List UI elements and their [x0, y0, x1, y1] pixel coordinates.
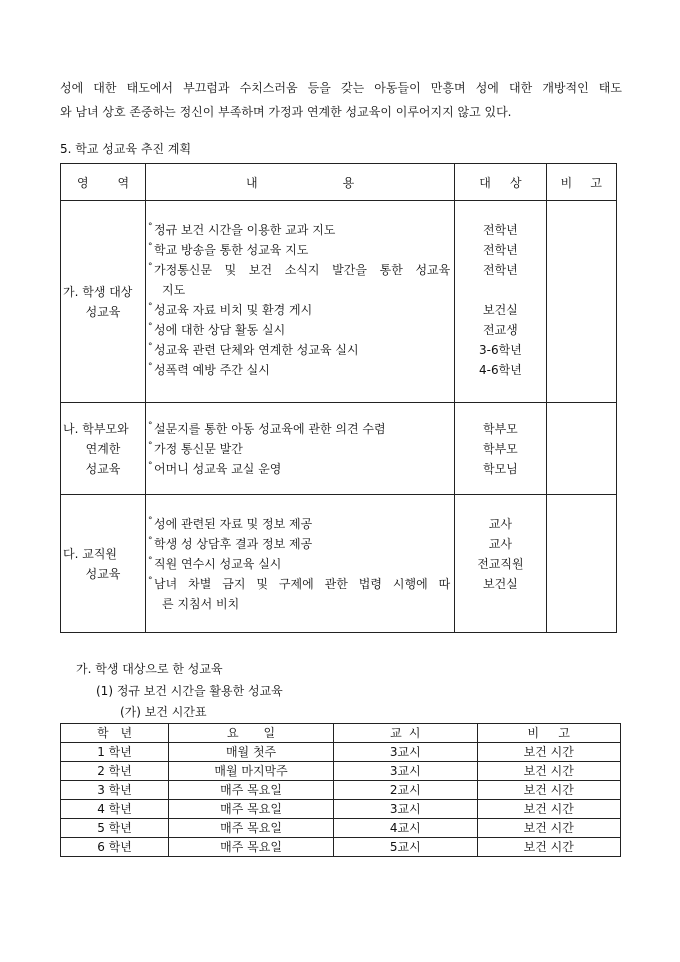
cell-note: 보건 시간: [477, 819, 621, 838]
header-note-char-1: 비: [560, 175, 573, 190]
bullet-icon: °: [148, 440, 153, 451]
target-value: 4-6학년: [479, 363, 522, 377]
list-item: ° 남녀 차별 금지 및 구제에 관한 법령 시행에 따 른 지침서 비치: [148, 574, 454, 614]
target-value: 전교직원: [477, 556, 524, 571]
subsection-a1a-title: (가) 보건 시간표: [120, 705, 207, 719]
cell-grade: 5 학년: [61, 819, 169, 838]
target-value: 전학년: [483, 243, 518, 257]
subsection-a1-title: (1) 정규 보건 시간을 활용한 성교육: [96, 684, 283, 698]
target-value: 학모님: [483, 461, 518, 476]
cell-grade: 1 학년: [61, 743, 169, 762]
cell-period: 3교시: [334, 743, 477, 762]
area-parents: [61, 403, 146, 495]
list-item: ° 어머니 성교육 교실 운영: [148, 459, 454, 479]
bullet-icon: °: [148, 342, 153, 352]
bullet-icon: °: [148, 262, 153, 272]
bullet-icon: °: [148, 222, 153, 232]
header-area: [61, 164, 146, 201]
note-parents: [546, 403, 616, 495]
cell-note: 보건 시간: [477, 800, 621, 819]
list-item: ° 설문지를 통한 아동 성교육에 관한 의견 수렴: [148, 419, 454, 439]
cell-period: 3교시: [334, 762, 477, 781]
area-parents-line-1: 나. 학부모와: [63, 421, 129, 436]
target-value: 학부모: [483, 441, 518, 456]
plan-row-students: [61, 201, 617, 403]
target-value: 전교생: [483, 323, 518, 337]
cell-day: 매주 목요일: [169, 781, 334, 800]
area-students-line-2: 성교육: [85, 304, 121, 319]
cell-day: 매주 목요일: [169, 800, 334, 819]
cell-day: 매주 목요일: [169, 838, 334, 857]
target-value: 전학년: [483, 223, 518, 237]
list-item-continuation: 지도: [162, 283, 186, 297]
health-schedule-table: [60, 723, 621, 857]
subsection-a-title: 가. 학생 대상으로 한 성교육: [76, 662, 223, 676]
target-value: 보건실: [483, 303, 518, 317]
header-area-char-2: 역: [117, 175, 130, 190]
header-content-char-1: 내: [246, 175, 258, 190]
bullet-icon: °: [148, 322, 153, 332]
list-item: ° 가정통신문 및 보건 소식지 발간을 통한 성교육 지도: [148, 260, 454, 300]
list-item: ° 학교 방송을 통한 성교육 지도: [148, 240, 454, 260]
target-staff: [455, 495, 546, 633]
area-students: [61, 201, 146, 403]
table-row: [61, 762, 621, 781]
header-area-char-1: 영: [77, 175, 89, 190]
cell-day: 매월 첫주: [169, 743, 334, 762]
target-parents: [455, 403, 546, 495]
area-parents-line-2: 연계한: [85, 441, 121, 456]
header-period: 교 시: [334, 724, 477, 743]
list-item: ° 성교육 자료 비치 및 환경 게시: [148, 300, 454, 320]
table-row: [61, 819, 621, 838]
header-target-char-1: 대: [479, 175, 491, 190]
intro-line-2: 와 남녀 상호 존중하는 정신이 부족하며 가정과 연계한 성교육이 이루어지지 않고 있다.: [60, 105, 512, 119]
list-item-continuation: 른 지침서 비치: [162, 596, 240, 611]
bullet-icon: °: [148, 460, 153, 471]
cell-period: 2교시: [334, 781, 477, 800]
header-content: [146, 164, 455, 201]
cell-grade: 3 학년: [61, 781, 169, 800]
table-row: [61, 838, 621, 857]
bullet-icon: °: [148, 302, 153, 312]
cell-day: 매주 목요일: [169, 819, 334, 838]
plan-row-staff: [61, 495, 617, 633]
cell-note: 보건 시간: [477, 781, 621, 800]
header-target: [455, 164, 546, 201]
table-row: [61, 800, 621, 819]
plan-row-parents: [61, 403, 617, 495]
list-item: ° 가정 통신문 발간: [148, 439, 454, 459]
target-value: 전학년: [483, 263, 518, 277]
list-item: ° 성에 대한 상담 활동 실시: [148, 320, 454, 340]
header-grade: 학 년: [61, 724, 169, 743]
cell-period: 5교시: [334, 838, 477, 857]
list-item: ° 성교육 관련 단체와 연계한 성교육 실시: [148, 340, 454, 360]
section-5-title: 5. 학교 성교육 추진 계획: [60, 142, 192, 156]
bullet-icon: °: [148, 535, 153, 546]
bullet-icon: °: [148, 515, 153, 526]
target-value: 보건실: [483, 576, 518, 591]
bullet-icon: °: [148, 362, 153, 372]
bullet-icon: °: [148, 575, 153, 586]
content-students: [146, 201, 455, 403]
content-parents: [146, 403, 455, 495]
bullet-icon: °: [148, 420, 153, 431]
cell-day: 매월 마지막주: [169, 762, 334, 781]
cell-period: 3교시: [334, 800, 477, 819]
area-staff-line-1: 다. 교직원: [63, 546, 117, 561]
area-staff: [61, 495, 146, 633]
cell-note: 보건 시간: [477, 838, 621, 857]
intro-line-1: 성에 대한 태도에서 부끄럼과 수치스러움 등을 갖는 아동들이 만흥며 성에 대한 개방적인 태도: [60, 81, 622, 95]
area-students-line-1: 가. 학생 대상: [63, 284, 133, 299]
list-item: ° 성에 관련된 자료 및 정보 제공: [148, 514, 454, 534]
content-staff: [146, 495, 455, 633]
header-note: [546, 164, 616, 201]
note-staff: [546, 495, 616, 633]
cell-note: 보건 시간: [477, 762, 621, 781]
header-content-char-2: 용: [342, 175, 355, 190]
header-note-char-2: 고: [590, 175, 602, 190]
note-students: [546, 201, 616, 403]
list-item: ° 직원 연수시 성교육 실시: [148, 554, 454, 574]
plan-table-header-row: [61, 164, 617, 201]
list-item: ° 성폭력 예방 주간 실시: [148, 360, 454, 380]
header-day: 요 일: [169, 724, 334, 743]
table-row: [61, 743, 621, 762]
area-parents-line-3: 성교육: [85, 461, 121, 476]
intro-paragraph: [60, 76, 622, 124]
cell-grade: 6 학년: [61, 838, 169, 857]
cell-period: 4교시: [334, 819, 477, 838]
cell-grade: 2 학년: [61, 762, 169, 781]
list-item: ° 학생 성 상담후 결과 정보 제공: [148, 534, 454, 554]
cell-note: 보건 시간: [477, 743, 621, 762]
target-value: 교사: [488, 516, 512, 531]
target-value: 학부모: [483, 421, 518, 436]
header-note: 비 고: [477, 724, 621, 743]
schedule-header-row: [61, 724, 621, 743]
area-staff-line-2: 성교육: [85, 566, 121, 581]
header-target-char-2: 상: [509, 175, 522, 190]
bullet-icon: °: [148, 242, 153, 252]
bullet-icon: °: [148, 555, 153, 566]
target-value: 3-6학년: [479, 343, 522, 357]
target-value: 교사: [488, 536, 512, 551]
sex-education-plan-table: [60, 163, 617, 633]
cell-grade: 4 학년: [61, 800, 169, 819]
list-item: ° 정규 보건 시간을 이용한 교과 지도: [148, 220, 454, 240]
target-students: [455, 201, 546, 403]
table-row: [61, 781, 621, 800]
